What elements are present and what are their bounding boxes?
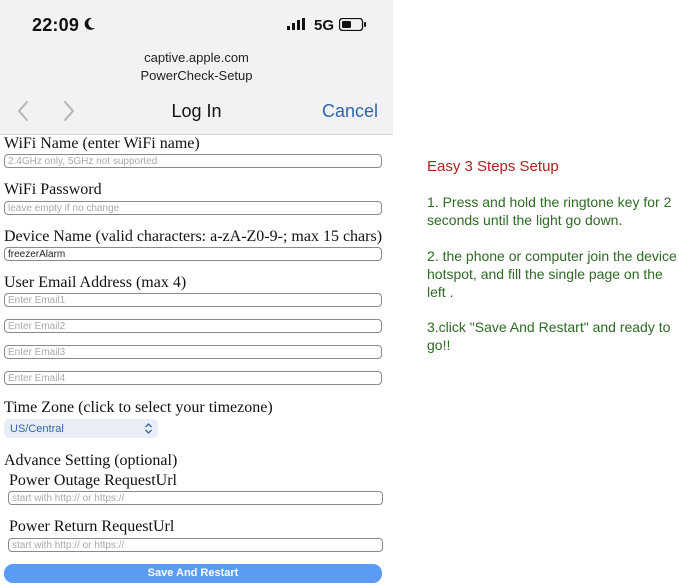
- moon-icon: [84, 17, 96, 31]
- instructions-title: Easy 3 Steps Setup: [427, 158, 559, 175]
- return-url-field[interactable]: [8, 538, 383, 552]
- page-host: captive.apple.com: [144, 50, 249, 65]
- device-name-field[interactable]: [4, 247, 382, 261]
- step-3: 3.click "Save And Restart" and ready to go!!: [427, 319, 671, 353]
- email3-field[interactable]: [4, 345, 382, 359]
- chevron-up-down-icon: [144, 423, 153, 434]
- wifi-password-label: WiFi Password: [4, 181, 102, 198]
- timezone-select[interactable]: [4, 419, 158, 438]
- outage-url-label: Power Outage RequestUrl: [9, 472, 177, 489]
- device-name-label: Device Name (valid characters: a-zA-Z0-9-; max 15 chars): [4, 228, 383, 245]
- signal-icon: [287, 18, 309, 30]
- battery-icon: [339, 18, 367, 31]
- timezone-value: US/Central: [10, 423, 64, 435]
- wifi-name-label: WiFi Name (enter WiFi name): [4, 135, 200, 152]
- wifi-name-field[interactable]: [4, 154, 382, 168]
- wifi-password-field[interactable]: [4, 201, 382, 215]
- browser-header: [0, 0, 393, 135]
- outage-url-field[interactable]: [8, 491, 383, 505]
- email-label: User Email Address (max 4): [4, 274, 187, 291]
- email4-field[interactable]: [4, 371, 382, 385]
- timezone-label: Time Zone (click to select your timezone): [4, 399, 273, 416]
- email2-field[interactable]: [4, 319, 382, 333]
- email1-field[interactable]: [4, 293, 382, 307]
- page-title: Log In: [171, 101, 222, 121]
- cancel-button[interactable]: Cancel: [322, 101, 379, 121]
- network-name: PowerCheck-Setup: [140, 68, 253, 83]
- network-type: 5G: [314, 17, 335, 34]
- step-2: 2. the phone or computer join the device hotspot, and fill the single page on the left .: [427, 248, 677, 300]
- advance-setting-label: Advance Setting (optional): [4, 452, 178, 469]
- status-time: 22:09: [32, 15, 80, 35]
- save-and-restart-button[interactable]: Save And Restart: [4, 564, 382, 583]
- return-url-label: Power Return RequestUrl: [9, 518, 175, 535]
- step-1: 1. Press and hold the ringtone key for 2 seconds until the light go down.: [427, 194, 672, 228]
